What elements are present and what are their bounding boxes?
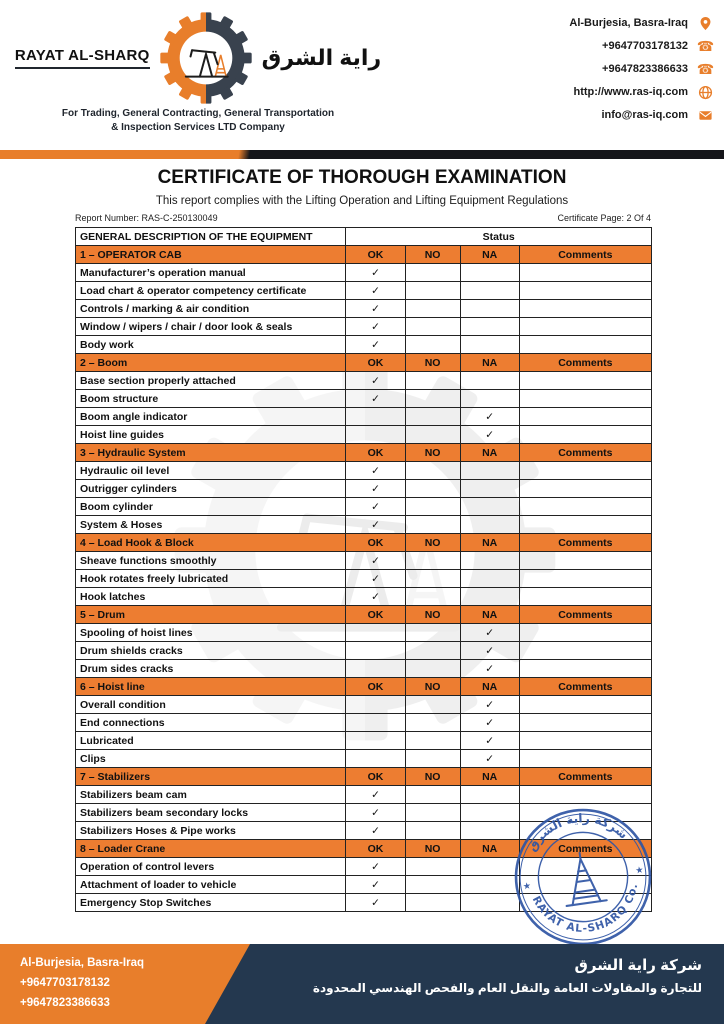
column-header-comments: Comments	[519, 534, 651, 552]
inspection-row	[76, 696, 652, 714]
check-cell-no	[405, 642, 460, 660]
check-cell-ok	[346, 408, 405, 426]
contact-block	[569, 14, 714, 124]
item-label: Overall condition	[76, 696, 346, 714]
check-cell-ok: ✓	[346, 462, 405, 480]
check-cell-ok: ✓	[346, 570, 405, 588]
contact-address-text: Al-Burjesia, Basra-Iraq	[569, 17, 688, 29]
column-header-no: NO	[405, 768, 460, 786]
item-label: Sheave functions smoothly	[76, 552, 346, 570]
company-stamp	[503, 797, 663, 957]
contact-phone-1	[602, 37, 714, 55]
comments-cell	[519, 318, 651, 336]
check-cell-no	[405, 786, 460, 804]
contact-email-text[interactable]: info@ras-iq.com	[601, 109, 688, 121]
column-header-no: NO	[405, 354, 460, 372]
column-header-no: NO	[405, 534, 460, 552]
comments-cell	[519, 714, 651, 732]
item-label: Hook latches	[76, 588, 346, 606]
section-header-row	[76, 768, 652, 786]
stamp-bottom-text: RAYAT AL-SHARQ Co.	[529, 881, 641, 935]
comments-cell	[519, 732, 651, 750]
check-cell-ok	[346, 750, 405, 768]
comments-cell	[519, 750, 651, 768]
section-title: 2 – Boom	[76, 354, 346, 372]
comments-cell	[519, 552, 651, 570]
comments-cell	[519, 480, 651, 498]
certificate-page-number: Certificate Page: 2 Of 4	[557, 213, 651, 223]
section-header-row	[76, 354, 652, 372]
company-logo-block	[14, 10, 382, 134]
item-label: Operation of control levers	[76, 858, 346, 876]
description-column-header: GENERAL DESCRIPTION OF THE EQUIPMENT	[76, 228, 346, 246]
item-label: Emergency Stop Switches	[76, 894, 346, 912]
item-label: Hook rotates freely lubricated	[76, 570, 346, 588]
check-cell-no	[405, 480, 460, 498]
inspection-row	[76, 408, 652, 426]
check-cell-no	[405, 660, 460, 678]
stamp-derrick-icon	[560, 850, 607, 906]
check-cell-na	[460, 480, 519, 498]
tagline-line1: For Trading, General Contracting, General Transportation	[61, 108, 335, 119]
inspection-row	[76, 750, 652, 768]
phone-icon: ☎	[696, 38, 715, 54]
column-header-na: NA	[460, 354, 519, 372]
comments-cell	[519, 624, 651, 642]
check-cell-ok: ✓	[346, 300, 405, 318]
inspection-row	[76, 282, 652, 300]
comments-cell	[519, 588, 651, 606]
footer	[0, 944, 724, 1024]
comments-cell	[519, 660, 651, 678]
check-cell-ok: ✓	[346, 318, 405, 336]
check-cell-na	[460, 552, 519, 570]
check-cell-na: ✓	[460, 750, 519, 768]
comments-cell	[519, 696, 651, 714]
check-cell-ok	[346, 732, 405, 750]
check-cell-na	[460, 462, 519, 480]
item-label: Controls / marking & air condition	[76, 300, 346, 318]
inspection-row	[76, 372, 652, 390]
column-header-no: NO	[405, 678, 460, 696]
check-cell-ok: ✓	[346, 552, 405, 570]
column-header-comments: Comments	[519, 840, 651, 858]
column-header-comments: Comments	[519, 606, 651, 624]
comments-cell	[519, 498, 651, 516]
check-cell-na: ✓	[460, 408, 519, 426]
inspection-row	[76, 786, 652, 804]
check-cell-no	[405, 282, 460, 300]
column-header-comments: Comments	[519, 678, 651, 696]
check-cell-na: ✓	[460, 660, 519, 678]
check-cell-ok: ✓	[346, 480, 405, 498]
item-label: Stabilizers beam secondary locks	[76, 804, 346, 822]
comments-cell	[519, 408, 651, 426]
inspection-row	[76, 516, 652, 534]
check-cell-no	[405, 624, 460, 642]
inspection-row	[76, 318, 652, 336]
table-header-row	[76, 228, 652, 246]
check-cell-no	[405, 264, 460, 282]
check-cell-no	[405, 336, 460, 354]
check-cell-ok	[346, 696, 405, 714]
inspection-row	[76, 642, 652, 660]
check-cell-ok: ✓	[346, 390, 405, 408]
item-label: Lubricated	[76, 732, 346, 750]
check-cell-ok: ✓	[346, 498, 405, 516]
check-cell-ok: ✓	[346, 858, 405, 876]
footer-phone-2: +9647823386633	[20, 997, 110, 1010]
comments-cell	[519, 462, 651, 480]
check-cell-na	[460, 498, 519, 516]
check-cell-no	[405, 462, 460, 480]
check-cell-no	[405, 300, 460, 318]
section-title: 5 – Drum	[76, 606, 346, 624]
inspection-row	[76, 336, 652, 354]
check-cell-na: ✓	[460, 624, 519, 642]
column-header-comments: Comments	[519, 246, 651, 264]
contact-phone-2	[602, 60, 714, 78]
contact-email[interactable]	[601, 106, 714, 124]
item-label: Stabilizers Hoses & Pipe works	[76, 822, 346, 840]
check-cell-na	[460, 570, 519, 588]
page-subtitle: This report complies with the Lifting Operation and Lifting Equipment Regulations	[155, 195, 569, 207]
check-cell-ok: ✓	[346, 372, 405, 390]
header-divider-bar	[0, 150, 724, 159]
check-cell-no	[405, 408, 460, 426]
email-icon	[697, 107, 714, 124]
column-header-na: NA	[460, 768, 519, 786]
item-label: System & Hoses	[76, 516, 346, 534]
check-cell-no	[405, 750, 460, 768]
check-cell-na	[460, 588, 519, 606]
contact-phone2-text: +9647823386633	[602, 63, 688, 75]
check-cell-ok: ✓	[346, 336, 405, 354]
company-tagline	[38, 107, 358, 134]
check-cell-ok	[346, 714, 405, 732]
section-title: 4 – Load Hook & Block	[76, 534, 346, 552]
inspection-row	[76, 732, 652, 750]
svg-text:شركة راية الشرق	[521, 804, 632, 855]
page-title: CERTIFICATE OF THOROUGH EXAMINATION	[157, 167, 567, 188]
section-title: 6 – Hoist line	[76, 678, 346, 696]
column-header-na: NA	[460, 246, 519, 264]
contact-address	[569, 14, 714, 32]
item-label: Boom angle indicator	[76, 408, 346, 426]
check-cell-na	[460, 516, 519, 534]
footer-address: Al-Burjesia, Basra-Iraq	[20, 957, 144, 969]
item-label: Attachment of loader to vehicle	[76, 876, 346, 894]
check-cell-ok	[346, 426, 405, 444]
report-meta-row	[75, 213, 651, 223]
section-title: 3 – Hydraulic System	[76, 444, 346, 462]
check-cell-na	[460, 786, 519, 804]
check-cell-ok: ✓	[346, 264, 405, 282]
comments-cell	[519, 264, 651, 282]
footer-company-name-ar: شركة راية الشرق	[574, 957, 702, 974]
item-label: Hoist line guides	[76, 426, 346, 444]
check-cell-no	[405, 552, 460, 570]
inspection-row	[76, 264, 652, 282]
check-cell-no	[405, 426, 460, 444]
footer-phone-1: +9647703178132	[20, 977, 110, 990]
column-header-ok: OK	[346, 606, 405, 624]
column-header-no: NO	[405, 246, 460, 264]
check-cell-no	[405, 498, 460, 516]
column-header-no: NO	[405, 840, 460, 858]
check-cell-no	[405, 804, 460, 822]
item-label: Stabilizers beam cam	[76, 786, 346, 804]
column-header-comments: Comments	[519, 354, 651, 372]
location-pin-icon	[697, 15, 714, 32]
item-label: Boom structure	[76, 390, 346, 408]
item-label: Base section properly attached	[76, 372, 346, 390]
tagline-line2: & Inspection Services LTD Company	[111, 121, 285, 133]
item-label: Load chart & operator competency certificate	[76, 282, 346, 300]
inspection-row	[76, 588, 652, 606]
column-header-na: NA	[460, 444, 519, 462]
check-cell-no	[405, 732, 460, 750]
check-cell-ok: ✓	[346, 822, 405, 840]
check-cell-ok: ✓	[346, 804, 405, 822]
check-cell-no	[405, 570, 460, 588]
item-label: Manufacturer’s operation manual	[76, 264, 346, 282]
inspection-row	[76, 552, 652, 570]
inspection-row	[76, 660, 652, 678]
report-number: Report Number: RAS-C-250130049	[75, 213, 218, 223]
inspection-row	[76, 390, 652, 408]
item-label: Outrigger cylinders	[76, 480, 346, 498]
check-cell-no	[405, 714, 460, 732]
item-label: Drum shields cracks	[76, 642, 346, 660]
column-header-ok: OK	[346, 678, 405, 696]
check-cell-na: ✓	[460, 642, 519, 660]
item-label: Spooling of hoist lines	[76, 624, 346, 642]
contact-website-text[interactable]: http://www.ras-iq.com	[573, 86, 688, 98]
column-header-ok: OK	[346, 354, 405, 372]
inspection-row	[76, 714, 652, 732]
check-cell-ok: ✓	[346, 876, 405, 894]
globe-icon	[697, 84, 714, 101]
check-cell-na	[460, 390, 519, 408]
column-header-ok: OK	[346, 534, 405, 552]
section-header-row	[76, 444, 652, 462]
check-cell-ok	[346, 660, 405, 678]
check-cell-no	[405, 516, 460, 534]
footer-company-block	[313, 956, 702, 995]
item-label: End connections	[76, 714, 346, 732]
check-cell-na	[460, 300, 519, 318]
section-title: 1 – OPERATOR CAB	[76, 246, 346, 264]
item-label: Boom cylinder	[76, 498, 346, 516]
contact-website[interactable]	[574, 83, 715, 101]
check-cell-na	[460, 876, 519, 894]
comments-cell	[519, 390, 651, 408]
check-cell-na: ✓	[460, 426, 519, 444]
item-label: Drum sides cracks	[76, 660, 346, 678]
stamp-star-right: ★	[634, 864, 645, 876]
check-cell-no	[405, 588, 460, 606]
inspection-row	[76, 570, 652, 588]
comments-cell	[519, 642, 651, 660]
comments-cell	[519, 516, 651, 534]
comments-cell	[519, 570, 651, 588]
contact-phone1-text: +9647703178132	[602, 40, 688, 52]
check-cell-ok: ✓	[346, 282, 405, 300]
section-header-row	[76, 606, 652, 624]
section-header-row	[76, 246, 652, 264]
stamp-top-text: شركة راية الشرق	[524, 811, 631, 854]
column-header-ok: OK	[346, 246, 405, 264]
check-cell-no	[405, 696, 460, 714]
column-header-no: NO	[405, 606, 460, 624]
check-cell-ok	[346, 642, 405, 660]
status-column-header: Status	[346, 228, 652, 246]
company-name-en: RAYAT AL-SHARQ	[15, 47, 150, 69]
check-cell-na	[460, 336, 519, 354]
section-header-row	[76, 678, 652, 696]
check-cell-ok: ✓	[346, 588, 405, 606]
column-header-comments: Comments	[519, 768, 651, 786]
check-cell-na	[460, 894, 519, 912]
inspection-row	[76, 462, 652, 480]
column-header-na: NA	[460, 678, 519, 696]
item-label: Clips	[76, 750, 346, 768]
check-cell-no	[405, 318, 460, 336]
check-cell-ok: ✓	[346, 516, 405, 534]
comments-cell	[519, 372, 651, 390]
comments-cell	[519, 426, 651, 444]
check-cell-no	[405, 822, 460, 840]
item-label: Hydraulic oil level	[76, 462, 346, 480]
phone-icon: ☎	[696, 61, 715, 77]
check-cell-na	[460, 264, 519, 282]
section-header-row	[76, 534, 652, 552]
check-cell-ok	[346, 624, 405, 642]
column-header-ok: OK	[346, 444, 405, 462]
section-title: 8 – Loader Crane	[76, 840, 346, 858]
column-header-na: NA	[460, 534, 519, 552]
footer-company-desc-ar: للتجارة والمقاولات العامة والنقل العام والفحص الهندسي المحدودة	[312, 981, 702, 995]
check-cell-no	[405, 876, 460, 894]
check-cell-no	[405, 390, 460, 408]
company-gear-logo-icon	[158, 10, 254, 106]
column-header-ok: OK	[346, 768, 405, 786]
column-header-na: NA	[460, 606, 519, 624]
column-header-no: NO	[405, 444, 460, 462]
check-cell-na: ✓	[460, 714, 519, 732]
item-label: Window / wipers / chair / door look & seals	[76, 318, 346, 336]
inspection-row	[76, 300, 652, 318]
inspection-row	[76, 624, 652, 642]
inspection-row	[76, 480, 652, 498]
check-cell-na	[460, 282, 519, 300]
check-cell-na	[460, 318, 519, 336]
check-cell-ok: ✓	[346, 894, 405, 912]
stamp-star-left: ★	[522, 880, 532, 892]
footer-contact-block	[20, 953, 144, 1013]
check-cell-na	[460, 372, 519, 390]
check-cell-na: ✓	[460, 732, 519, 750]
item-label: Body work	[76, 336, 346, 354]
comments-cell	[519, 300, 651, 318]
inspection-row	[76, 498, 652, 516]
comments-cell	[519, 282, 651, 300]
comments-cell	[519, 336, 651, 354]
check-cell-na: ✓	[460, 696, 519, 714]
column-header-ok: OK	[346, 840, 405, 858]
column-header-comments: Comments	[519, 444, 651, 462]
check-cell-no	[405, 894, 460, 912]
inspection-row	[76, 426, 652, 444]
check-cell-no	[405, 858, 460, 876]
column-header-na: NA	[460, 840, 519, 858]
check-cell-no	[405, 372, 460, 390]
company-name-ar: راية الشرق	[261, 45, 382, 70]
section-title: 7 – Stabilizers	[76, 768, 346, 786]
check-cell-ok: ✓	[346, 786, 405, 804]
